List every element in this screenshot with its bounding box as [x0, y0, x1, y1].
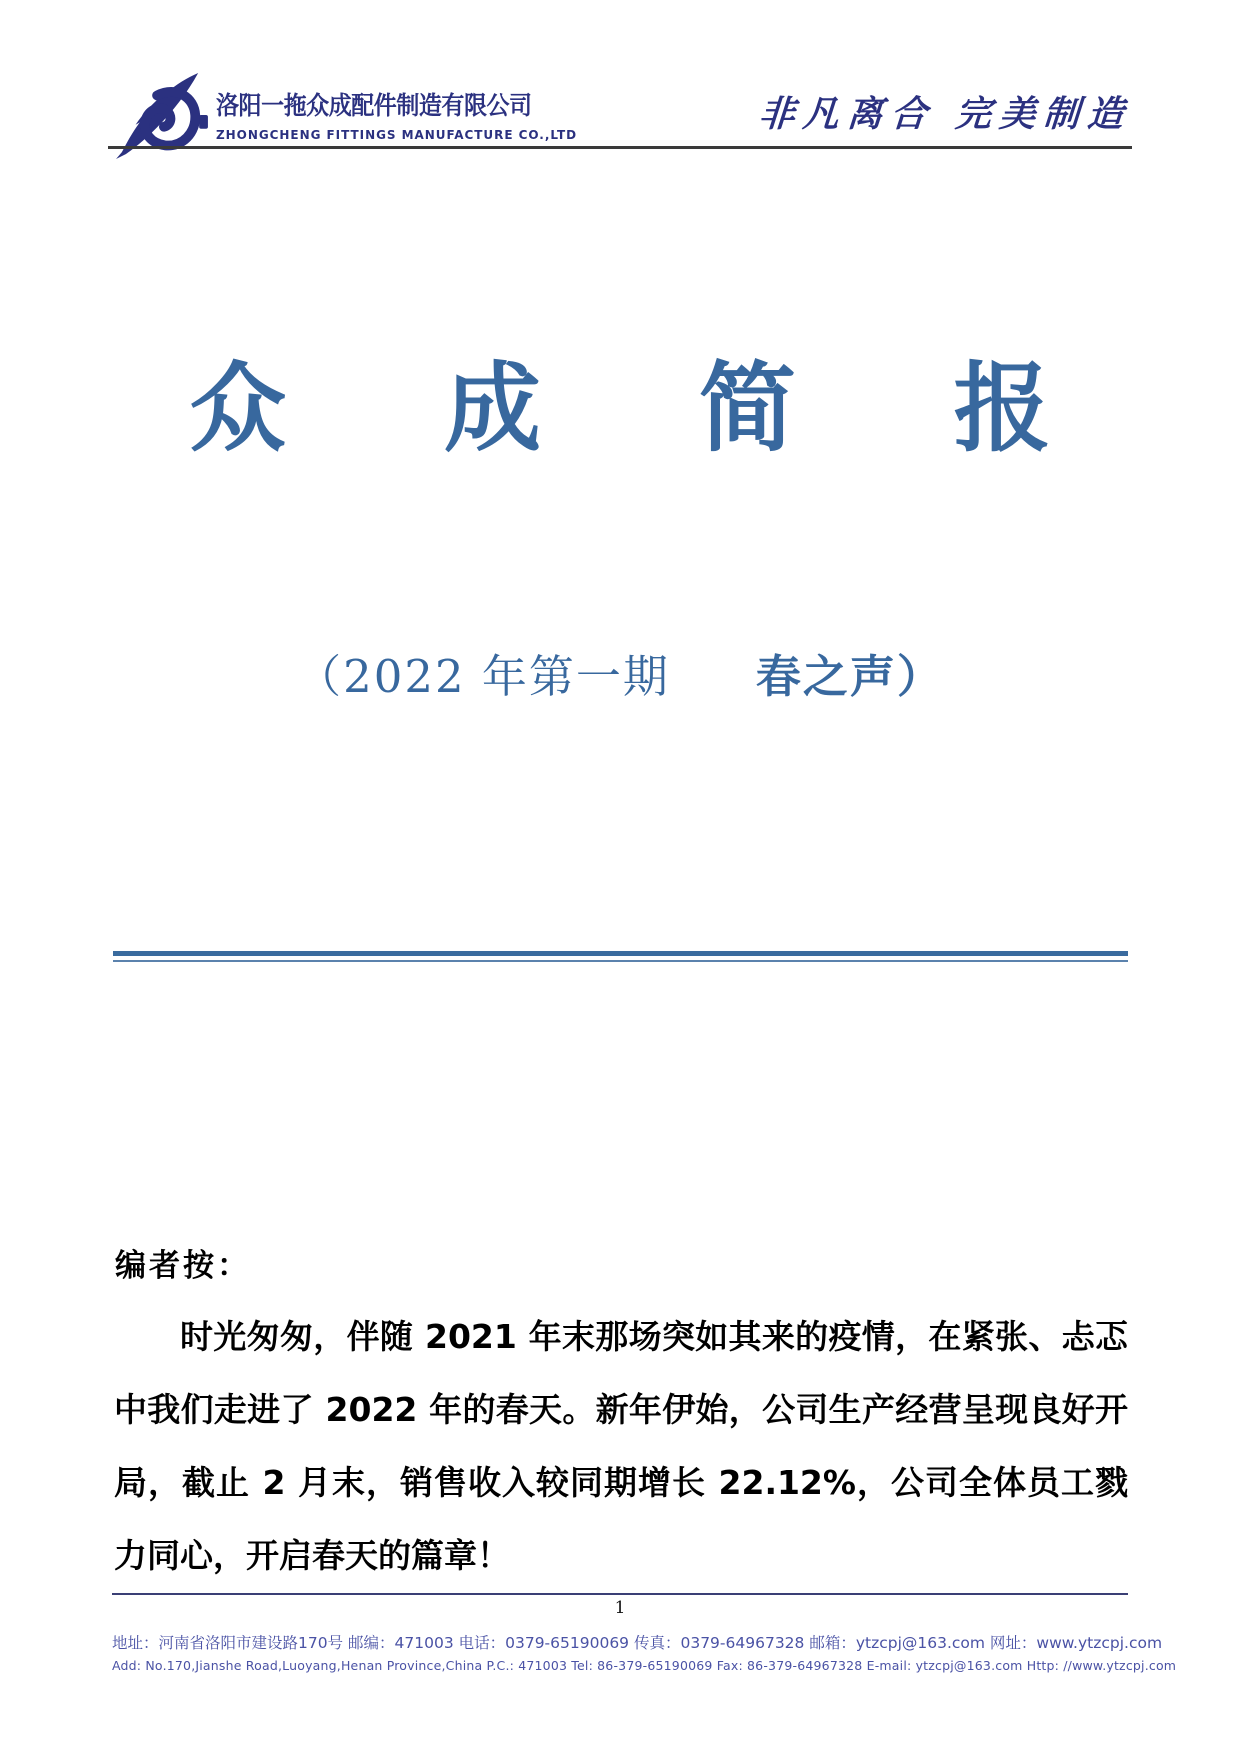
editor-note-paragraph: 时光匆匆，伴随 2021 年末那场突如其来的疫情，在紧张、忐忑中我们走进了 2022 年的春天。新年伊始，公司生产经营呈现良好开局，截止 2 月末，销售收入较同期增长 22.12%，公司全体员工戮力同心，开启春天的篇章！: [114, 1317, 1128, 1575]
page-number: 1: [614, 1598, 626, 1618]
company-name-en: ZHONGCHENG FITTINGS MANUFACTURE CO.,LTD: [216, 127, 578, 142]
divider-thick-line: [113, 951, 1128, 956]
footer-divider-line: [112, 1593, 1128, 1595]
section-divider: [113, 951, 1128, 962]
issue-theme: 春之声）: [755, 650, 944, 703]
header-divider-line: [108, 146, 1132, 149]
footer-address-en: Add: No.170,Jianshe Road,Luoyang,Henan Province,China P.C.: 471003 Tel: 86-379-65190069 Fax: 86-379-64967328 E-mail: ytzcpj@163.com Http: //www.ytzcpj.com: [112, 1658, 1177, 1673]
footer-address-cn: 地址：河南省洛阳市建设路170号 邮编：471003 电话：0379-65190069 传真：0379-64967328 邮箱：ytzcpj@163.com 网址：www.ytzcpj.com: [112, 1634, 1163, 1652]
company-name-block: [216, 86, 592, 142]
newsletter-issue-line: [0, 640, 1240, 705]
editor-note-heading: 编者按：: [115, 1248, 251, 1284]
company-slogan-calligraphy: 非凡离合 完美制造: [757, 93, 1134, 135]
issue-number: （2022 年第一期: [296, 650, 670, 703]
newsletter-title: 众 成 简 报: [189, 352, 1113, 465]
company-name-cn: 洛阳一拖众成配件制造有限公司: [216, 91, 532, 120]
divider-thin-line: [113, 960, 1128, 962]
